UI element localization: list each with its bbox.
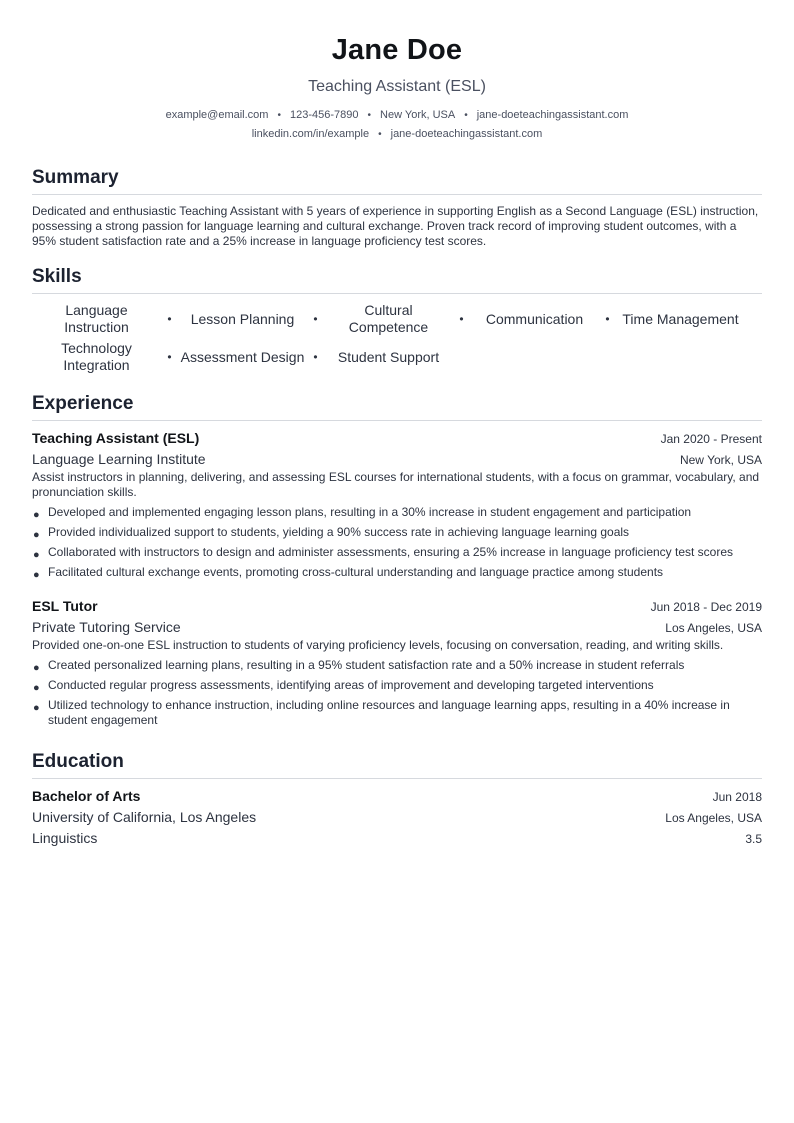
list-item bbox=[32, 505, 762, 520]
section-divider bbox=[32, 778, 762, 779]
job-bullets bbox=[32, 658, 762, 728]
bullet-text: Conducted regular progress assessments, identifying areas of improvement and developing targeted interventions bbox=[48, 678, 654, 692]
separator-dot: • bbox=[459, 312, 464, 326]
bullet-icon: ● bbox=[33, 529, 40, 541]
bullet-text: Utilized technology to enhance instruction, including online resources and language learning apps, resulting in a 40% increase in student engagement bbox=[48, 698, 730, 727]
website-link-2[interactable]: jane-doeteachingassistant.com bbox=[390, 128, 543, 140]
separator-dot: • bbox=[167, 350, 172, 364]
school-location: Los Angeles, USA bbox=[665, 811, 762, 825]
bullet-text: Collaborated with instructors to design and administer assessments, ensuring a 25% increase in language proficiency test scores bbox=[48, 545, 734, 559]
job-title: Teaching Assistant (ESL) bbox=[308, 78, 486, 95]
skills-section bbox=[32, 265, 762, 374]
skill-item: Assessment Design bbox=[180, 348, 305, 365]
degree-title: Bachelor of Arts bbox=[32, 788, 141, 804]
bullet-icon: ● bbox=[33, 549, 40, 561]
job-entry bbox=[32, 429, 762, 580]
location-text: New York, USA bbox=[380, 109, 456, 121]
linkedin-link[interactable]: linkedin.com/in/example bbox=[251, 128, 370, 140]
section-divider bbox=[32, 194, 762, 195]
list-item bbox=[32, 565, 762, 580]
separator-dot: • bbox=[367, 110, 372, 121]
school-name: University of California, Los Angeles bbox=[32, 809, 257, 825]
candidate-name: Jane Doe bbox=[331, 34, 463, 66]
skills-row-2 bbox=[32, 340, 762, 374]
list-item bbox=[32, 698, 762, 728]
job-bullets bbox=[32, 505, 762, 580]
bullet-icon: ● bbox=[33, 702, 40, 714]
job-header bbox=[32, 597, 762, 615]
gpa-value: 3.5 bbox=[745, 832, 762, 846]
job-header bbox=[32, 429, 762, 447]
separator-dot: • bbox=[378, 129, 382, 140]
list-item bbox=[32, 525, 762, 540]
phone-text: 123-456-7890 bbox=[289, 109, 359, 121]
job-dates: Jun 2018 - Dec 2019 bbox=[650, 600, 762, 614]
job-location: Los Angeles, USA bbox=[665, 621, 762, 635]
job-organization: Private Tutoring Service bbox=[32, 619, 181, 635]
skills-heading: Skills bbox=[32, 266, 82, 287]
bullet-icon: ● bbox=[33, 662, 40, 674]
contact-line-2 bbox=[32, 125, 762, 144]
list-item bbox=[32, 658, 762, 673]
job-organization: Language Learning Institute bbox=[32, 451, 206, 467]
section-divider bbox=[32, 420, 762, 421]
separator-dot: • bbox=[277, 110, 281, 121]
list-item bbox=[32, 545, 762, 560]
bullet-icon: ● bbox=[33, 569, 40, 581]
job-description: Provided one-on-one ESL instruction to students of varying proficiency levels, focusing on conversation, reading, and writing skills. bbox=[32, 638, 724, 652]
summary-heading: Summary bbox=[32, 167, 119, 188]
bullet-text: Created personalized learning plans, resulting in a 95% student satisfaction rate and a 50% increase in student referrals bbox=[48, 658, 685, 672]
bullet-text: Facilitated cultural exchange events, promoting cross-cultural understanding and language practice among students bbox=[48, 565, 664, 579]
job-role: Teaching Assistant (ESL) bbox=[32, 430, 200, 446]
job-location: New York, USA bbox=[679, 453, 762, 467]
separator-dot: • bbox=[464, 110, 468, 121]
summary-text: Dedicated and enthusiastic Teaching Assistant with 5 years of experience in supporting English as a Second Language (ESL) instruction, possessing a strong passion for language learning and cultural exchange. Proven track record of improving student outcomes, with a 95% student satisfaction rate and a 25% increase in language proficiency test scores. bbox=[32, 204, 759, 248]
separator-dot: • bbox=[313, 312, 318, 326]
separator-dot: • bbox=[605, 312, 610, 326]
skill-item: Cultural Competence bbox=[348, 302, 429, 335]
job-description: Assist instructors in planning, delivering, and assessing ESL courses for international students, with a focus on grammar, vocabulary, and pronunciation skills. bbox=[32, 470, 760, 499]
bullet-icon: ● bbox=[33, 509, 40, 521]
skill-item: Student Support bbox=[337, 348, 440, 365]
separator-dot: • bbox=[313, 350, 318, 364]
email-link[interactable]: example@email.com bbox=[165, 109, 269, 121]
education-heading: Education bbox=[32, 751, 124, 772]
bullet-icon: ● bbox=[33, 682, 40, 694]
separator-dot: • bbox=[167, 312, 172, 326]
bullet-text: Developed and implemented engaging lesson plans, resulting in a 30% increase in student engagement and participation bbox=[48, 505, 692, 519]
skill-item: Language Instruction bbox=[64, 302, 129, 335]
field-row bbox=[32, 829, 762, 847]
school-row bbox=[32, 808, 762, 826]
job-entry bbox=[32, 597, 762, 728]
skill-item: Lesson Planning bbox=[190, 310, 295, 327]
job-dates: Jan 2020 - Present bbox=[660, 432, 762, 446]
experience-heading: Experience bbox=[32, 393, 134, 414]
education-header bbox=[32, 787, 762, 805]
job-org-row bbox=[32, 618, 762, 636]
bullet-text: Provided individualized support to students, yielding a 90% success rate in achieving language learning goals bbox=[48, 525, 630, 539]
job-org-row bbox=[32, 450, 762, 468]
skill-item: Technology Integration bbox=[61, 340, 132, 373]
job-role: ESL Tutor bbox=[32, 598, 98, 614]
website-link[interactable]: jane-doeteachingassistant.com bbox=[476, 109, 629, 121]
summary-section bbox=[32, 166, 762, 249]
experience-section bbox=[32, 392, 762, 728]
education-section bbox=[32, 750, 762, 847]
graduation-date: Jun 2018 bbox=[712, 790, 762, 804]
skill-item: Communication bbox=[485, 310, 584, 327]
contact-line-1 bbox=[32, 106, 762, 125]
list-item bbox=[32, 678, 762, 693]
section-divider bbox=[32, 293, 762, 294]
skill-item: Time Management bbox=[622, 310, 739, 327]
skills-row-1 bbox=[32, 302, 762, 336]
field-of-study: Linguistics bbox=[32, 830, 98, 846]
